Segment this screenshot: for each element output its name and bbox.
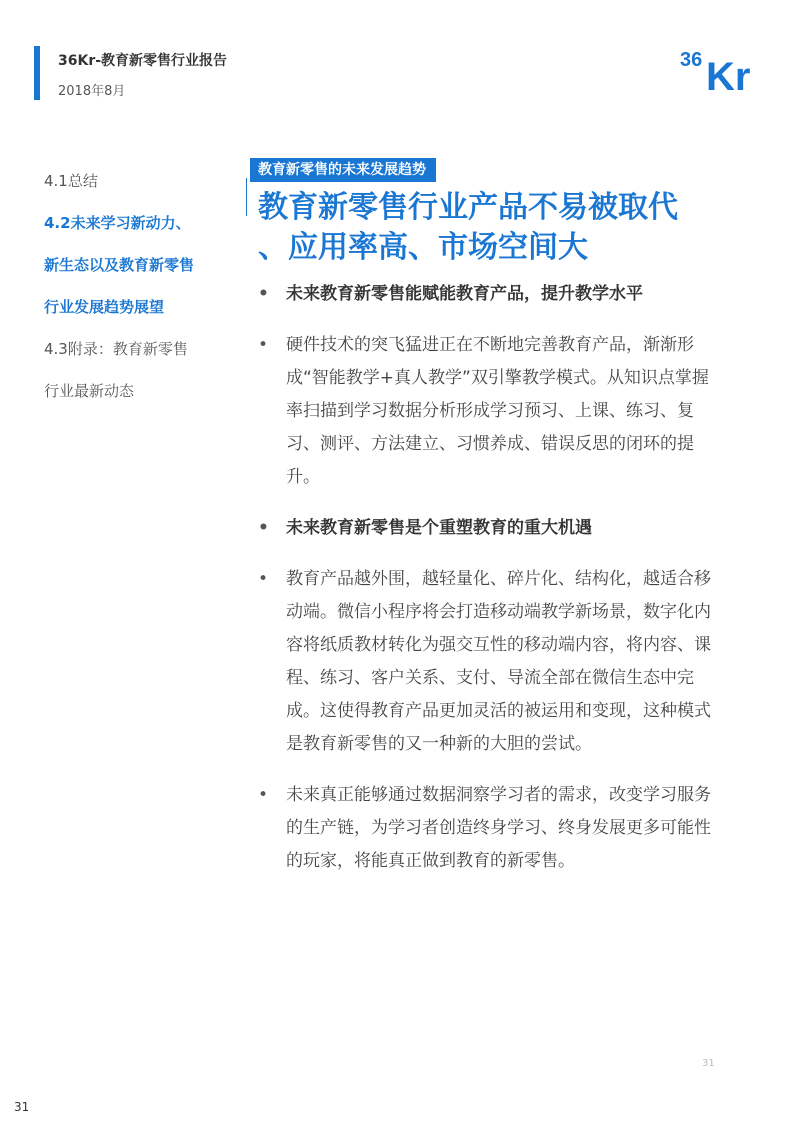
36kr-logo-icon [680,44,766,94]
toc-item-4-2-line3[interactable]: 行业发展趋势展望 [44,298,165,316]
logo-36-text: 36 [680,49,703,71]
page-headline [258,188,728,268]
bullet-paragraph-2: • 教育产品越外围，越轻量化、碎片化、结构化，越适合移动端。微信小程序将会打造移动端教学新场景，数字化内容将纸质教材转化为强交互性的移动端内容，将内容、课程、练习、客户关系、支付、导流全部在微信生态中完成。这使得教育产品更加灵活的被运用和变现，这种模式是教育新零售的又一种新的大胆的尝试。 [258,563,724,761]
bullet-list [258,278,724,896]
toc-item-4-2-line1[interactable]: 4.2未来学习新动力、 [44,214,191,232]
toc-item-4-3-line1[interactable]: 4.3附录：教育新零售 [44,340,188,358]
page-number: 31 [14,1100,30,1114]
headline-line-2: 、应用率高、市场空间大 [258,230,588,265]
report-date: 2018年8月 [58,84,126,99]
headline-line-1: 教育新零售行业产品不易被取代 [258,190,678,225]
bullet-paragraph-3: • 未来真正能够通过数据洞察学习者的需求，改变学习服务的生产链，为学习者创造终身学习、终身发展更多可能性的玩家，将能真正做到教育的新零售。 [258,779,724,878]
toc-item-4-1[interactable]: 4.1总结 [44,172,98,190]
header-accent-bar [34,46,40,100]
report-title: 36Kr-教育新零售行业报告 [58,53,228,69]
toc-item-4-2-line2[interactable]: 新生态以及教育新零售 [44,256,195,274]
logo-kr-text: Kr [706,55,751,94]
bullet-heading-1: • 未来教育新零售能赋能教育产品，提升教学水平 [258,278,724,311]
section-tag: 教育新零售的未来发展趋势 [250,158,436,182]
section-divider-line [246,178,247,216]
table-of-contents [44,160,234,412]
toc-item-4-3-line2[interactable]: 行业最新动态 [44,382,135,400]
bullet-heading-2: • 未来教育新零售是个重塑教育的重大机遇 [258,512,724,545]
bullet-paragraph-1: • 硬件技术的突飞猛进正在不断地完善教育产品，渐渐形成“智能教学+真人教学”双引擎教学模式。从知识点掌握率扫描到学习数据分析形成学习预习、上课、练习、复习、测评、方法建立、习惯养成、错误反思的闭环的提升。 [258,329,724,494]
page-number-small: 31 [702,1058,715,1069]
